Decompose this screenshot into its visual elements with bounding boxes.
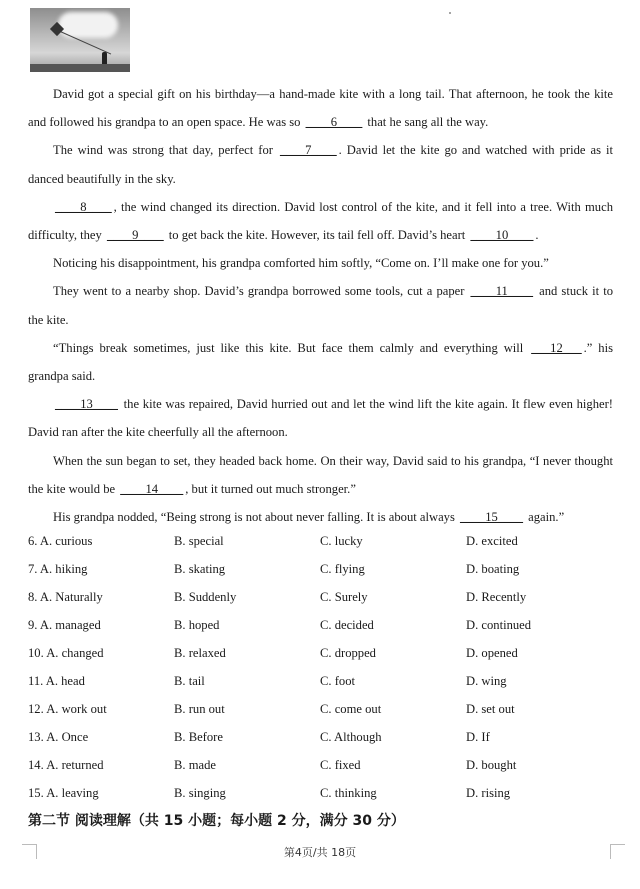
cloze-blank: ____10____: [470, 228, 534, 243]
passage-paragraph: [28, 136, 613, 192]
passage-text: .” his grandpa said.: [28, 340, 613, 384]
passage-paragraph: [28, 447, 613, 503]
option-choice: D. boating: [466, 562, 520, 576]
question-options-row: [28, 695, 628, 723]
option-choice: C. fixed: [320, 758, 361, 772]
option-choice: C. Although: [320, 730, 382, 744]
passage-text: David got a special gift on his birthday—a hand-made kite with a long tail. That afternoon, he took the kite and followed his grandpa to an open space. He was so: [28, 87, 613, 130]
passage-paragraph: [28, 334, 613, 390]
cloze-blank: ____13____: [55, 397, 118, 412]
option-choice: B. skating: [174, 562, 226, 576]
option-choice: 11. A. head: [28, 674, 85, 688]
option-choice: D. rising: [466, 786, 511, 800]
option-choice: B. special: [174, 534, 224, 548]
section-heading: 第二节 阅读理解（共 15 小题；每小题 2 分，满分 30 分）: [28, 813, 405, 829]
cloze-blank: ____6____: [305, 115, 363, 130]
cloze-blank: ____8____: [55, 199, 112, 214]
ground-shape: [30, 64, 130, 72]
cloze-blank: ____7____: [279, 143, 337, 158]
passage-text: to get back the kite. However, its tail fell off. David’s heart: [165, 228, 469, 243]
question-options-row: [28, 583, 628, 611]
option-choice: D. set out: [466, 702, 515, 716]
passage-text: and stuck it to the kite.: [28, 284, 613, 327]
passage-paragraph: [28, 277, 613, 333]
option-choice: D. If: [466, 730, 490, 744]
question-options-row: [28, 555, 628, 583]
answer-options: [28, 527, 628, 807]
cloze-blank: ____14____: [120, 481, 184, 496]
passage-text: again.”: [525, 510, 565, 525]
option-choice: 8. A. Naturally: [28, 590, 103, 604]
question-options-row: [28, 527, 628, 555]
passage-text: The wind was strong that day, perfect for: [53, 143, 278, 158]
option-choice: 7. A. hiking: [28, 562, 88, 576]
option-choice: B. relaxed: [174, 646, 226, 660]
passage-paragraph: [28, 80, 613, 136]
option-choice: D. Recently: [466, 590, 527, 604]
option-choice: C. decided: [320, 618, 374, 632]
passage-text: .: [535, 228, 539, 243]
passage-text: , the wind changed its direction. David lost control of the kite, and it fell into a tree. With much difficulty, they: [28, 199, 613, 243]
question-options-row: [28, 723, 628, 751]
passage-text: that he sang all the way.: [364, 115, 489, 130]
option-choice: B. made: [174, 758, 216, 772]
option-choice: B. Before: [174, 730, 223, 744]
kite-photo: [30, 8, 130, 72]
passage-text: , but it turned out much stronger.”: [185, 481, 356, 496]
passage-paragraph: [28, 249, 613, 277]
passage-text: Noticing his disappointment, his grandpa comforted him softly, “Come on. I’ll make one for you.”: [53, 256, 549, 271]
option-choice: 9. A. managed: [28, 618, 101, 632]
cloze-blank: ____11____: [470, 284, 534, 299]
option-choice: 12. A. work out: [28, 702, 107, 716]
passage-paragraph: [28, 390, 613, 446]
cloze-blank: ____9____: [106, 228, 164, 243]
passage-paragraph: [28, 193, 613, 249]
option-choice: C. Surely: [320, 590, 368, 604]
option-choice: C. lucky: [320, 534, 363, 548]
option-choice: 6. A. curious: [28, 534, 93, 548]
option-choice: 14. A. returned: [28, 758, 104, 772]
option-choice: C. foot: [320, 674, 355, 688]
cloze-blank: ____15____: [460, 510, 523, 525]
option-choice: D. excited: [466, 534, 518, 548]
option-choice: B. Suddenly: [174, 590, 237, 604]
option-choice: 10. A. changed: [28, 646, 104, 660]
option-choice: B. hoped: [174, 618, 220, 632]
question-options-row: [28, 667, 628, 695]
option-choice: B. run out: [174, 702, 225, 716]
question-options-row: [28, 779, 628, 807]
option-choice: D. bought: [466, 758, 517, 772]
option-choice: C. thinking: [320, 786, 377, 800]
option-choice: D. opened: [466, 646, 518, 660]
question-options-row: [28, 751, 628, 779]
option-choice: B. singing: [174, 786, 226, 800]
passage-text: His grandpa nodded, “Being strong is not about never falling. It is about always: [53, 510, 459, 525]
option-choice: 15. A. leaving: [28, 786, 99, 800]
passage-text: They went to a nearby shop. David’s grandpa borrowed some tools, cut a paper: [53, 284, 469, 299]
option-choice: C. come out: [320, 702, 382, 716]
page-number: 第4页/共 18页: [283, 846, 357, 859]
speck: [449, 12, 451, 14]
passage-text: the kite was repaired, David hurried out and let the wind lift the kite again. It flew even higher! David ran after the kite cheerfully all the afternoon.: [28, 397, 613, 440]
question-options-row: [28, 639, 628, 667]
option-choice: C. dropped: [320, 646, 376, 660]
option-choice: C. flying: [320, 562, 365, 576]
option-choice: 13. A. Once: [28, 730, 89, 744]
option-choice: D. continued: [466, 618, 532, 632]
option-choice: B. tail: [174, 674, 205, 688]
question-options-row: [28, 611, 628, 639]
option-choice: D. wing: [466, 674, 507, 688]
cloze-passage: [28, 80, 613, 531]
passage-text: “Things break sometimes, just like this kite. But face them calmly and everything will: [53, 340, 530, 355]
passage-text: . David let the kite go and watched with pride as it danced beautifully in the sky.: [28, 143, 614, 186]
cloze-blank: ___12___: [531, 340, 582, 355]
passage-text: When the sun began to set, they headed back home. On their way, David said to his grandpa, “I never thought the kite would be: [28, 453, 613, 496]
